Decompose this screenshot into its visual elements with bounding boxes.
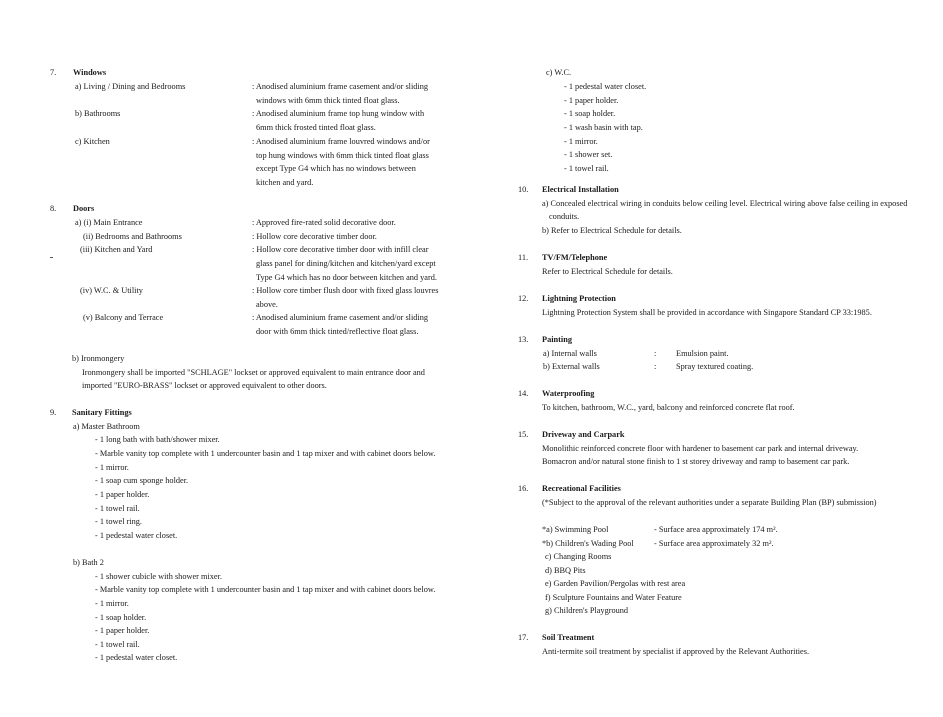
ironmongery-text: imported "EURO-BRASS" lockset or approved equivalent to other doors.: [82, 381, 327, 390]
facility-value: - Surface area approximately 32 m².: [654, 539, 774, 548]
section-title-sanitary: Sanitary Fittings: [72, 408, 132, 417]
section-title-recreational: Recreational Facilities: [542, 484, 621, 493]
item-desc: : Hollow core decorative timber door with infill clear: [252, 245, 429, 254]
list-item: - 1 towel rail.: [95, 504, 140, 513]
list-item: - 1 soap holder.: [564, 109, 616, 118]
list-item: - 1 pedestal water closet.: [95, 653, 178, 662]
item-desc: : Anodised aluminium frame top hung window with: [252, 109, 425, 118]
section-text: Lightning Protection System shall be provided in accordance with Singapore Standard CP 33:1985.: [542, 308, 872, 317]
list-item: - 1 towel ring.: [95, 517, 143, 526]
item-desc: : Hollow core timber flush door with fixed glass louvres: [252, 286, 439, 295]
item-label: (v) Balcony and Terrace: [83, 313, 164, 322]
facility-label: g) Children's Playground: [545, 606, 629, 615]
facility-label: c) Changing Rooms: [545, 552, 612, 561]
painting-value: Emulsion paint.: [676, 349, 729, 358]
facility-label: d) BBQ Pits: [545, 566, 586, 575]
item-label: (ii) Bedrooms and Bathrooms: [83, 232, 182, 241]
item-desc: : Approved fire-rated solid decorative door.: [252, 218, 396, 227]
painting-label: b) External walls: [543, 362, 600, 371]
section-text: conduits.: [549, 212, 580, 221]
section-number: 11.: [518, 253, 529, 262]
item-desc: : Anodised aluminium frame casement and/or sliding: [252, 82, 429, 91]
section-title-electrical: Electrical Installation: [542, 185, 619, 194]
item-desc: door with 6mm thick tinted/reflective float glass.: [256, 327, 419, 336]
item-desc: : Anodised aluminium frame louvred windows and/or: [252, 137, 430, 146]
section-number: 9.: [50, 408, 57, 417]
item-desc: 6mm thick frosted tinted float glass.: [256, 123, 376, 132]
section-text: a) Concealed electrical wiring in conduits below ceiling level. Electrical wiring above false ceiling in exposed: [542, 199, 908, 208]
section-text: b) Refer to Electrical Schedule for details.: [542, 226, 682, 235]
subsection-label: a) Master Bathroom: [73, 422, 140, 431]
list-item: - 1 paper holder.: [564, 96, 619, 105]
subsection-label: b) Bath 2: [73, 558, 104, 567]
facility-label: *b) Children's Wading Pool: [542, 539, 634, 548]
list-item: - Marble vanity top complete with 1 undercounter basin and 1 tap mixer and with cabinet doors below.: [95, 449, 436, 458]
section-number: 14.: [518, 389, 529, 398]
section-number: 17.: [518, 633, 529, 642]
section-title-tv: TV/FM/Telephone: [542, 253, 608, 262]
painting-value: Spray textured coating.: [676, 362, 754, 371]
item-label: c) Kitchen: [75, 137, 110, 146]
section-title-doors: Doors: [73, 204, 95, 213]
section-title-painting: Painting: [542, 335, 572, 344]
item-desc: glass panel for dining/kitchen and kitchen/yard except: [256, 259, 436, 268]
ironmongery-text: Ironmongery shall be imported "SCHLAGE" lockset or approved equivalent to main entrance door and: [82, 368, 425, 377]
painting-sep: :: [654, 362, 657, 371]
section-number: 12.: [518, 294, 529, 303]
facility-label: f) Sculpture Fountains and Water Feature: [545, 593, 682, 602]
item-desc: windows with 6mm thick tinted float glass.: [256, 96, 400, 105]
section-number: 16.: [518, 484, 529, 493]
section-number: 7.: [50, 68, 57, 77]
list-item: - 1 towel rail.: [95, 640, 140, 649]
section-text: Refer to Electrical Schedule for details.: [542, 267, 673, 276]
list-item: - 1 paper holder.: [95, 626, 150, 635]
section-text: Bomacron and/or natural stone finish to 1 st storey driveway and ramp to basement car park.: [542, 457, 850, 466]
section-number: 8.: [50, 204, 57, 213]
list-item: - 1 pedestal water closet.: [564, 82, 647, 91]
item-label: a) (i) Main Entrance: [75, 218, 143, 227]
item-label: (iv) W.C. & Utility: [80, 286, 143, 295]
section-number: 10.: [518, 185, 529, 194]
list-item: - 1 soap cum sponge holder.: [95, 476, 189, 485]
facility-value: - Surface area approximately 174 m².: [654, 525, 778, 534]
section-title-driveway: Driveway and Carpark: [542, 430, 625, 439]
section-title-lightning: Lightning Protection: [542, 294, 616, 303]
section-text: To kitchen, bathroom, W.C., yard, balcony and reinforced concrete flat roof.: [542, 403, 795, 412]
section-title-waterproofing: Waterproofing: [542, 389, 595, 398]
scan-speck: [50, 257, 53, 258]
list-item: - 1 paper holder.: [95, 490, 150, 499]
item-desc: Type G4 which has no door between kitchen and yard.: [256, 273, 437, 282]
section-title-windows: Windows: [73, 68, 107, 77]
section-text: Monolithic reinforced concrete floor with hardener to basement car park and internal driveway.: [542, 444, 859, 453]
item-desc: : Hollow core decorative timber door.: [252, 232, 377, 241]
ironmongery-label: b) Ironmongery: [72, 354, 125, 363]
item-desc: : Anodised aluminium frame casement and/or sliding: [252, 313, 429, 322]
facility-label: e) Garden Pavilion/Pergolas with rest area: [545, 579, 686, 588]
item-desc: kitchen and yard.: [256, 178, 314, 187]
list-item: - 1 towel rail.: [564, 164, 609, 173]
facility-label: *a) Swimming Pool: [542, 525, 609, 534]
item-label: a) Living / Dining and Bedrooms: [75, 82, 186, 91]
item-label: b) Bathrooms: [75, 109, 121, 118]
list-item: - 1 long bath with bath/shower mixer.: [95, 435, 220, 444]
section-text: Anti-termite soil treatment by specialist if approved by the Relevant Authorities.: [542, 647, 810, 656]
list-item: - 1 mirror.: [95, 599, 129, 608]
item-desc: except Type G4 which has no windows between: [256, 164, 416, 173]
painting-sep: :: [654, 349, 657, 358]
list-item: - 1 wash basin with tap.: [564, 123, 643, 132]
section-number: 13.: [518, 335, 529, 344]
subsection-label: c) W.C.: [546, 68, 572, 77]
section-title-soil: Soil Treatment: [542, 633, 595, 642]
section-note: (*Subject to the approval of the relevant authorities under a separate Building Plan (BP) submission): [542, 498, 877, 507]
item-desc: above.: [256, 300, 278, 309]
list-item: - 1 mirror.: [564, 137, 598, 146]
painting-label: a) Internal walls: [543, 349, 597, 358]
list-item: - 1 pedestal water closet.: [95, 531, 178, 540]
item-desc: top hung windows with 6mm thick tinted float glass: [256, 151, 429, 160]
list-item: - 1 shower cubicle with shower mixer.: [95, 572, 222, 581]
section-number: 15.: [518, 430, 529, 439]
list-item: - 1 soap holder.: [95, 613, 147, 622]
list-item: - 1 mirror.: [95, 463, 129, 472]
item-label: (iii) Kitchen and Yard: [80, 245, 153, 254]
list-item: - Marble vanity top complete with 1 undercounter basin and 1 tap mixer and with cabinet doors below.: [95, 585, 436, 594]
list-item: - 1 shower set.: [564, 150, 613, 159]
